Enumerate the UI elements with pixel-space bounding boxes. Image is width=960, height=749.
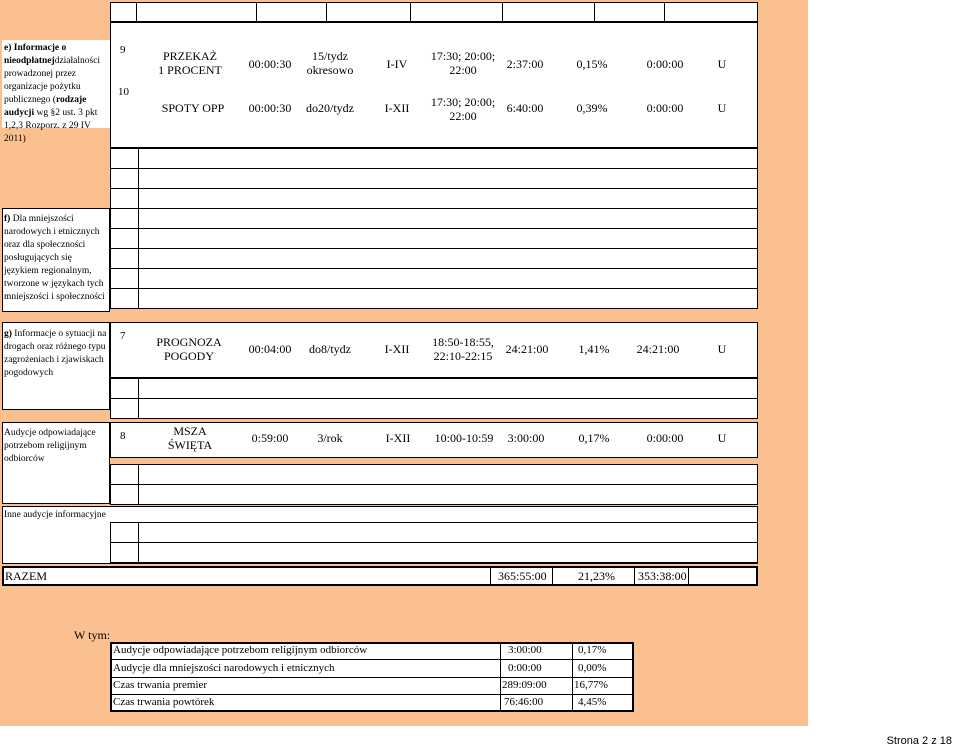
section-g-label: g) Informacje o sytuacji na drogach oraz różnego typu zagrożeniach i zjawiskach pogodowych [4, 329, 107, 378]
total-time: 6:40:00 [506, 101, 544, 115]
frequency: 15/tydz okresowo [306, 49, 354, 77]
razem-total: 365:55:00 [498, 569, 547, 583]
row-number: 10 [118, 86, 129, 98]
air-times: 10:00-10:59 [434, 431, 494, 445]
razem-divider [552, 566, 553, 586]
row-number: 9 [120, 44, 126, 56]
air-times: 17:30; 20:00; 22:00 [430, 49, 496, 77]
premiere-time: 0:00:00 [646, 101, 684, 115]
total-time: 24:21:00 [505, 342, 549, 356]
duration: 00:04:00 [248, 342, 292, 356]
total-time: 2:37:00 [506, 57, 544, 71]
percentage: 0,15% [576, 57, 608, 71]
type-code: U [717, 342, 727, 356]
wtym-row-label: Audycje dla mniejszości narodowych i etnicznych [113, 662, 335, 674]
razem-divider [490, 566, 491, 586]
period: I-XII [384, 101, 410, 115]
air-times: 17:30; 20:00; 22:00 [430, 95, 496, 123]
section-e-label-cell [2, 40, 110, 144]
type-code: U [717, 57, 727, 71]
premiere-time: 24:21:00 [636, 342, 680, 356]
frequency: do8/tydz [309, 342, 351, 356]
total-time: 3:00:00 [507, 431, 545, 445]
wtym-row-label: Czas trwania premier [113, 679, 208, 691]
wtym-row-pct: 0,00% [578, 662, 607, 674]
wtym-row-pct: 0,17% [578, 644, 607, 656]
premiere-time: 0:00:00 [646, 431, 684, 445]
percentage: 0,39% [576, 101, 608, 115]
section-e-block [110, 22, 758, 148]
type-code: U [717, 431, 727, 445]
duration: 00:00:30 [248, 101, 292, 115]
program-name: SPOTY OPP [161, 101, 225, 115]
air-times: 18:50-18:55, 22:10-22:15 [432, 335, 494, 363]
wtym-row-pct: 16,77% [574, 679, 608, 691]
section-f-label: f) Dla mniejszości narodowych i etnicznych oraz dla społeczności posługujących się językiem regionalnym, tworzone w językach tych mniejszości i społeczności [4, 214, 105, 302]
section-e-label: e) Informacje o nieodpłatnejdziałalności prowadzonej przez organizacje pożytku publicznego (rodzaje audycji wg §2 ust. 3 pkt 1,2,3 Rozporz. z 29 IV 2011) [4, 43, 101, 144]
wtym-row-label: Audycje odpowiadające potrzebom religijnym odbiorców [113, 644, 368, 656]
program-name: PROGNOZA POGODY [156, 335, 222, 363]
empty-grid-other [110, 522, 758, 563]
row-dividers [110, 2, 758, 22]
program-name: PRZEKAŻ 1 PROCENT [158, 49, 222, 77]
wtym-row-value: 76:46:00 [504, 696, 544, 708]
duration: 00:00:30 [248, 57, 292, 71]
type-code: U [717, 101, 727, 115]
section-other-label: Inne audycje informacyjne [4, 510, 106, 520]
razem-percentage: 21,23% [578, 569, 615, 583]
wtym-row-value: 3:00:00 [508, 644, 542, 656]
wtym-row-value: 289:09:00 [502, 679, 547, 691]
page-number: Strona 2 z 18 [886, 735, 952, 747]
section-religious-label: Audycje odpowiadające potrzebom religijnym odbiorców [4, 428, 96, 464]
razem-divider [688, 566, 689, 586]
razem-premiere: 353:38:00 [638, 569, 687, 583]
period: I-IV [386, 57, 408, 71]
frequency: 3/rok [317, 431, 343, 445]
empty-grid-g [110, 378, 758, 419]
wtym-row-pct: 4,45% [578, 696, 607, 708]
empty-grid-religious [110, 464, 758, 505]
row-number: 8 [120, 430, 126, 442]
percentage: 0,17% [578, 431, 610, 445]
wtym-label: W tym: [74, 628, 111, 642]
period: I-XII [385, 431, 411, 445]
program-name: MSZA ŚWIĘTA [167, 424, 213, 452]
razem-divider [634, 566, 635, 586]
frequency: do20/tydz [306, 101, 354, 115]
row-number: 7 [120, 330, 126, 342]
wtym-row-value: 0:00:00 [508, 662, 542, 674]
percentage: 1,41% [578, 342, 610, 356]
wtym-row-label: Czas trwania powtórek [113, 696, 215, 708]
empty-grid-e [110, 148, 758, 209]
premiere-time: 0:00:00 [646, 57, 684, 71]
duration: 0:59:00 [251, 431, 289, 445]
razem-label: RAZEM [5, 569, 47, 583]
period: I-XII [384, 342, 410, 356]
empty-grid-f [110, 208, 758, 309]
